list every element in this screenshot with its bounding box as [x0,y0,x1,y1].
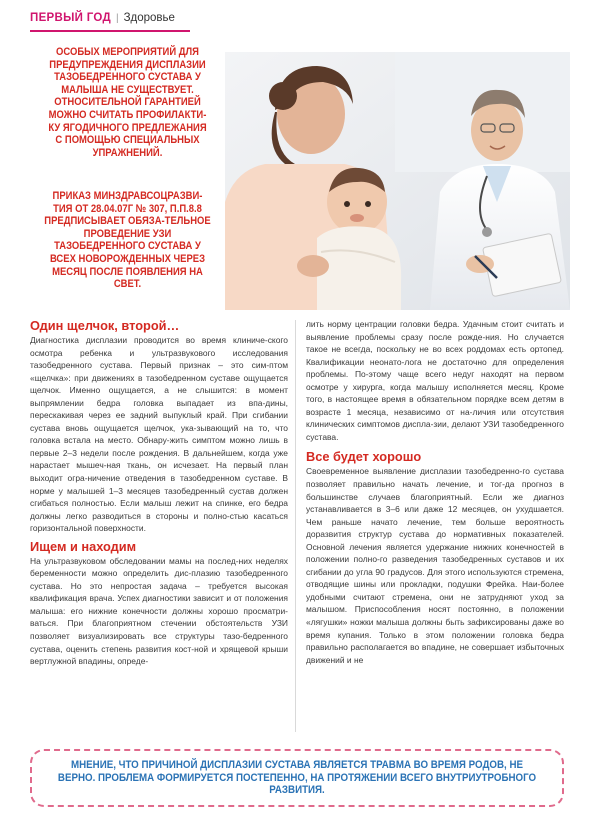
right-column [306,318,564,666]
subsection-label: Здоровье [123,12,175,24]
section-heading-search: Ищем и находим [30,538,137,554]
section-text-all-good: Своевременное выявление дисплазии тазобедренно-го сустава позволяет правильно начать лечение, и тог-да прогноз в большинстве случаев благоприятный. Если же диагноз устанавливается в 3–6 или даже 12 месяцев, он ухудшается. Чем раньше начато лечение, тем больше вероятность доразвития структур сустава до нормативных показателей. Основной лечения является удержание нижних конечностей в положении полно-го разведения тазобедренных суставов и их сгибании до угла 90 градусов. Для этого используются стремена, отводящие шины или прокладки, подушки Фрейка. Наи-более удобными считают стремена, они не затрудняют уход за малышом. Приспособления носят постоянно, в положении «лягушки» ножки малыша должны быть зафиксированы даже во время купания. Только в этом положении головка бедра правильно располагается во впадине, не совершает избыточных движений и не [306,466,564,665]
column-divider [295,320,296,732]
section-text-one-click: Диагностика дисплазии проводится во время клиниче-ского осмотра ребенка и ультразвукового исследования тазобедренного сустава. Первый признак – это сим-птом «щелчка»: при движениях в тазобедренном суставе ощущается щелчок. Именно ощущается, а не слышится: в момент выпрямлении бедра головка выпадает из впа-дины, перескакивая через ее задний выпуклый край. При сгибании сустава вновь ощущается щелчок, ука-зывающий на то, что головка встала на место. Обнару-жить симптом можно лишь в первые 2–3 недели после рождения. В дальнейшем, когда уже нарастает мышеч-ная ткань, он исчезает. На первый план выходит огра-ничение отведения в тазобедренном суставе. В норме у малышей 1–3 месяцев тазобедренный сустав должен сгибаться полностью. Если малыш лежит на спинке, его бедра должны легко разводиться в стороны и полно-стью касаться горизонтальной поверхности. [30,335,288,534]
header-underline [30,30,190,32]
callout-prevention-text: ОСОБЫХ МЕРОПРИЯТИЙ ДЛЯ ПРЕДУПРЕЖДЕНИЯ ДИСПЛАЗИИ ТАЗОБЕДРЕННОГО СУСТАВА У МАЛЫША НЕ СУЩЕСТВУЕТ. ОТНОСИТЕЛЬНОЙ ГАРАНТИЕЙ МОЖНО СЧИТАТЬ ПРОФИЛАКТИ-КУ ЯГОДИЧНОГО ПРЕДЛЕЖАНИЯ С ПОМОЩЬЮ СПЕЦИАЛЬНЫХ УПРАЖНЕНИЙ. [48,46,207,159]
section-heading-one-click: Один щелчок, второй… [30,318,180,333]
section-text-search: На ультразвуковом обследовании мамы на послед-них неделях беременности можно определить дис-плазию тазобедренного сустава. Но это непростая задача – требуется высокая квалификация врача. Успех диагностики зависит и от положения малыша: его нижние конечности должны хорошо просматри-ваться. При благоприятном стечении обстоятельств УЗИ позволяет визуализировать все структуры тазо-бедренного сустава, оценить степень развития кост-ной и хрящевой крыши вертлужной впадины, опреде- [30,555,288,667]
callout-prevention [44,46,212,159]
left-column [30,318,288,668]
bottom-note-text: МНЕНИЕ, ЧТО ПРИЧИНОЙ ДИСПЛАЗИИ СУСТАВА ЯВЛЯЕТСЯ ТРАВМА ВО ВРЕМЯ РОДОВ, НЕ ВЕРНО. ПРОБЛЕМА ФОРМИРУЕТСЯ ПОСТЕПЕННО, НА ПРОТЯЖЕНИИ ВСЕГО ВНУТРИУТРОБНОГО РАЗВИТИЯ. [57,759,537,797]
section-heading-all-good: Все будет хорошо [306,449,422,465]
page-header [30,12,175,24]
section-label: ПЕРВЫЙ ГОД [30,12,111,24]
section-text-search-continued: лить норму центрации головки бедра. Удачным стоит считать и выявление проблемы сразу после рожде-ния. Но случается такое не всегда, поскольку не во всех роддомах есть ортопед. Квалификации неонато-лога не достаточно для определения проблемы. По-этому чаще всего недуг находят на первом осмотре у хирурга, когда малышу исполняется месяц. Кроме того, в настоящее время в обязательном порядке всем детям в возрасте 1 месяца, независимо от на-личия или отсутствия клинических симптомов диспла-зии, делают УЗИ тазобедренного сустава. [306,319,564,442]
article-photo [225,52,570,310]
mother-baby-doctor-illustration [225,52,570,310]
header-separator: | [115,13,119,24]
callout-order-text: ПРИКАЗ МИНЗДРАВСОЦРАЗВИ-ТИЯ ОТ 28.04.07Г № 307, П.П.8.8 ПРЕДПИСЫВАЕТ ОБЯЗА-ТЕЛЬНОЕ ПРОВЕДЕНИЕ УЗИ ТАЗОБЕДРЕННОГО СУСТАВА У ВСЕХ НОВОРОЖДЕННЫХ ЧЕРЕЗ МЕСЯЦ ПОСЛЕ ПОЯВЛЕНИЯ НА СВЕТ. [44,190,211,291]
bottom-note-box [30,749,564,807]
callout-order [44,190,212,291]
